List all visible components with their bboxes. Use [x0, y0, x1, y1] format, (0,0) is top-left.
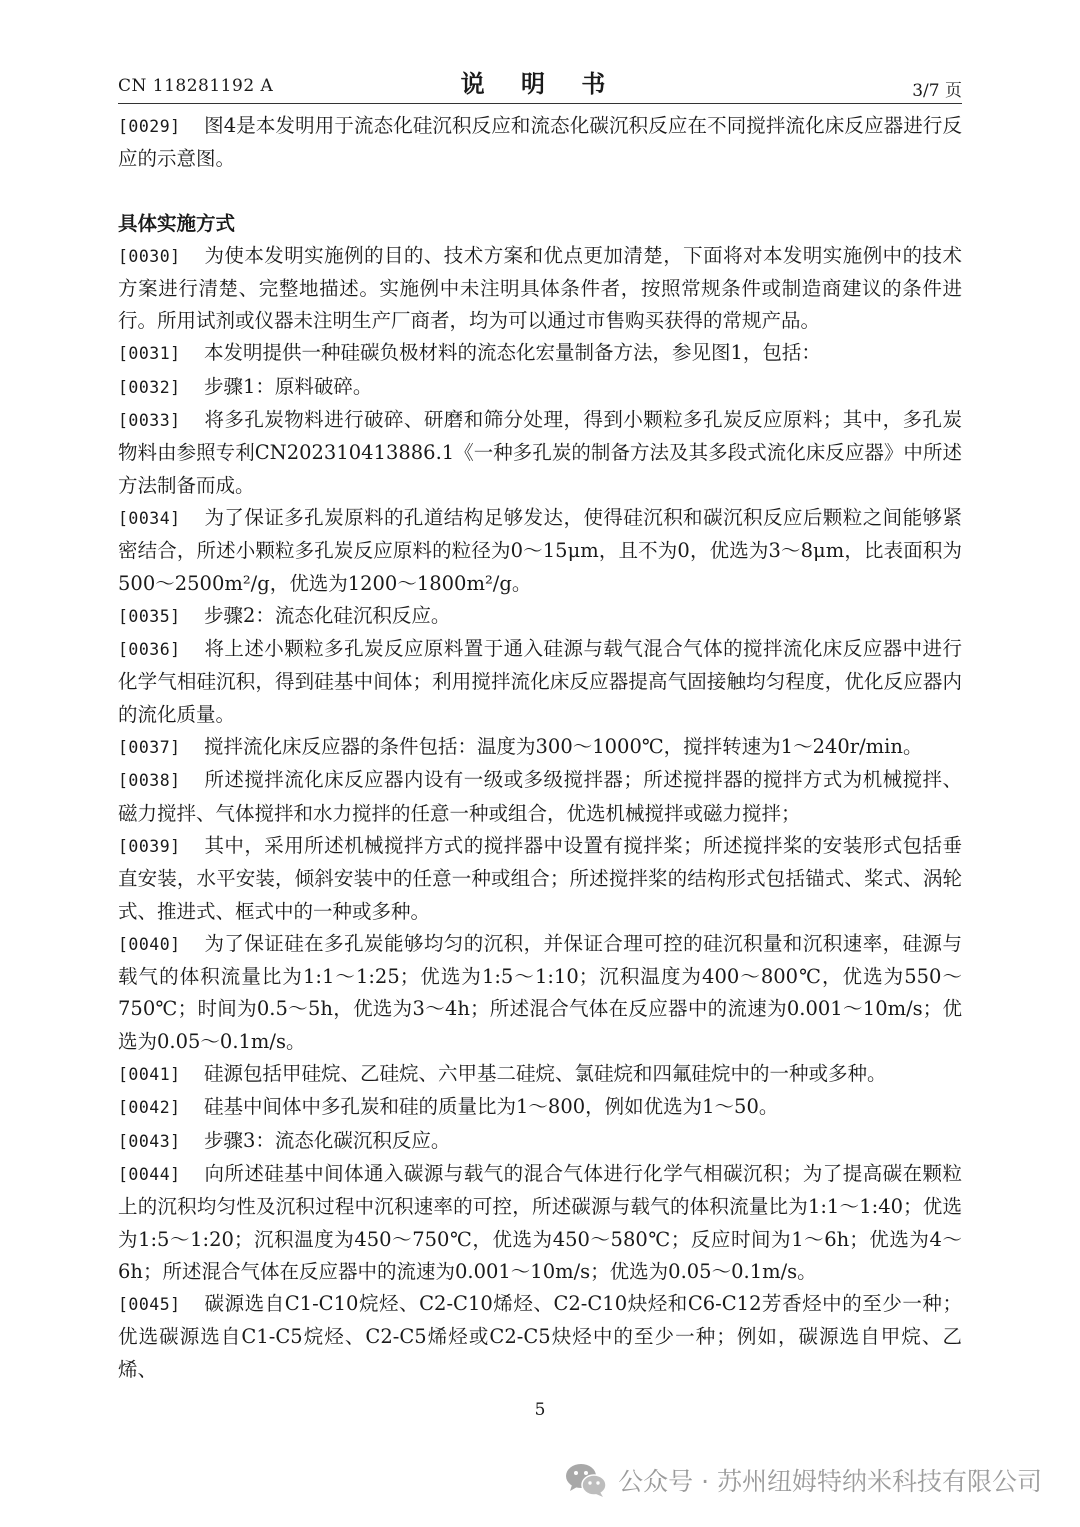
paragraph-text: 所述搅拌流化床反应器内设有一级或多级搅拌器；所述搅拌器的搅拌方式为机械搅拌、磁力搅拌、气体搅拌和水力搅拌的任意一种或组合，优选机械搅拌或磁力搅拌；	[118, 768, 962, 825]
paragraph	[118, 110, 962, 176]
paragraph-text: 为了保证硅在多孔炭能够均匀的沉积，并保证合理可控的硅沉积量和沉积速率，硅源与载气的体积流量比为1:1～1:25；优选为1:5～1:10；沉积温度为400～800℃，优选为550～750℃；时间为0.5～5h，优选为3～4h；所述混合气体在反应器中的流速为0.001～10m/s；优选为0.05～0.1m/s。	[118, 931, 962, 1053]
wechat-icon	[564, 1461, 608, 1499]
paragraph-text: 搅拌流化床反应器的条件包括：温度为300～1000℃，搅拌转速为1～240r/min。	[204, 735, 923, 759]
paragraph-number: [0043]	[118, 1131, 181, 1151]
paragraph-number: [0041]	[118, 1065, 181, 1085]
paragraph-number: [0030]	[118, 246, 181, 266]
paragraph-text: 本发明提供一种硅碳负极材料的流态化宏量制备方法，参见图1，包括：	[204, 341, 821, 365]
paragraph	[118, 1288, 962, 1386]
paragraph-number: [0042]	[118, 1098, 181, 1118]
paragraph-text: 将多孔炭物料进行破碎、研磨和筛分处理，得到小颗粒多孔炭反应原料；其中，多孔炭物料由参照专利CN202310413886.1《一种多孔炭的制备方法及其多段式流化床反应器》中所述方法制备而成。	[118, 408, 962, 497]
paragraph-number: [0044]	[118, 1164, 181, 1184]
paragraph	[118, 633, 962, 731]
paragraph	[118, 1125, 962, 1158]
paragraph-text: 碳源选自C1-C10烷烃、C2-C10烯烃、C2-C10炔烃和C6-C12芳香烃中的至少一种；优选碳源选自C1-C5烷烃、C2-C5烯烃或C2-C5炔烃中的至少一种；例如，碳源选自甲烷、乙烯、	[118, 1292, 962, 1381]
document-title: 说 明 书	[460, 69, 620, 98]
paragraph-number: [0035]	[118, 606, 181, 626]
paragraph	[118, 502, 962, 600]
paragraph-text: 步骤2：流态化硅沉积反应。	[204, 603, 451, 627]
paragraph-text: 步骤1：原料破碎。	[204, 374, 373, 398]
paragraph-text: 硅基中间体中多孔炭和硅的质量比为1～800，例如优选为1～50。	[204, 1095, 779, 1119]
paragraph-number: [0037]	[118, 738, 181, 758]
paragraph	[118, 240, 962, 338]
header-divider	[118, 103, 962, 104]
page-number: 5	[534, 1400, 546, 1420]
paragraph-text: 为使本发明实施例的目的、技术方案和优点更加清楚，下面将对本发明实施例中的技术方案进行清楚、完整地描述。实施例中未注明具体条件者，按照常规条件或制造商建议的条件进行。所用试剂或仪器未注明生产厂商者，均为可以通过市售购买获得的常规产品。	[118, 243, 962, 333]
paragraph	[118, 404, 962, 502]
paragraph	[118, 337, 962, 370]
section-heading: 具体实施方式	[118, 211, 236, 235]
paragraph	[118, 1058, 962, 1091]
paragraph	[118, 830, 962, 928]
paragraph	[118, 371, 962, 404]
document-body	[118, 110, 962, 1386]
paragraph-number: [0036]	[118, 640, 181, 660]
paragraph-number: [0040]	[118, 934, 181, 954]
paragraph-number: [0033]	[118, 411, 181, 431]
paragraph-number: [0038]	[118, 771, 181, 791]
paragraph-number: [0032]	[118, 377, 181, 397]
paragraph-text: 硅源包括甲硅烷、乙硅烷、六甲基二硅烷、氯硅烷和四氟硅烷中的一种或多种。	[204, 1062, 887, 1086]
watermark-text: 公众号 · 苏州纽姆特纳米科技有限公司	[618, 1467, 1042, 1496]
paragraph	[118, 1091, 962, 1124]
paragraph-text: 其中，采用所述机械搅拌方式的搅拌器中设置有搅拌桨；所述搅拌桨的安装形式包括垂直安装，水平安装，倾斜安装中的任意一种或组合；所述搅拌桨的结构形式包括锚式、桨式、涡轮式、推进式、框式中的一种或多种。	[118, 833, 962, 923]
paragraph	[118, 731, 962, 764]
paragraph	[118, 1158, 962, 1288]
document-number: CN 118281192 A	[118, 76, 274, 96]
paragraph-number: [0034]	[118, 508, 181, 528]
paragraph	[118, 764, 962, 830]
paragraph	[118, 600, 962, 633]
paragraph-text: 向所述硅基中间体通入碳源与载气的混合气体进行化学气相碳沉积；为了提高碳在颗粒上的沉积均匀性及沉积过程中沉积速率的可控，所述碳源与载气的体积流量比为1:1～1:40；优选为1:5～1:20；沉积温度为450～750℃，优选为450～580℃；反应时间为1～6h；优选为4～6h；所述混合气体在反应器中的流速为0.001～10m/s；优选为0.05～0.1m/s。	[118, 1161, 962, 1283]
paragraph-text: 步骤3：流态化碳沉积反应。	[204, 1128, 451, 1152]
paragraph-number: [0031]	[118, 344, 181, 364]
paragraph-number: [0039]	[118, 836, 181, 856]
paragraph	[118, 928, 962, 1058]
paragraph-text: 将上述小颗粒多孔炭反应原料置于通入硅源与载气混合气体的搅拌流化床反应器中进行化学气相硅沉积，得到硅基中间体；利用搅拌流化床反应器提高气固接触均匀程度，优化反应器内的流化质量。	[118, 637, 962, 726]
paragraph-text: 图4是本发明用于流态化硅沉积反应和流态化碳沉积反应在不同搅拌流化床反应器进行反应的示意图。	[118, 114, 962, 171]
paragraph-number: [0045]	[118, 1295, 181, 1315]
page-indicator: 3/7 页	[912, 81, 962, 101]
page-header	[118, 62, 962, 100]
paragraph-number: [0029]	[118, 117, 181, 136]
paragraph-text: 为了保证多孔炭原料的孔道结构足够发达，使得硅沉积和碳沉积反应后颗粒之间能够紧密结合，所述小颗粒多孔炭反应原料的粒径为0～15μm，且不为0，优选为3～8μm，比表面积为500～2500m²/g，优选为1200～1800m²/g。	[118, 505, 962, 595]
watermark	[564, 1452, 1042, 1508]
